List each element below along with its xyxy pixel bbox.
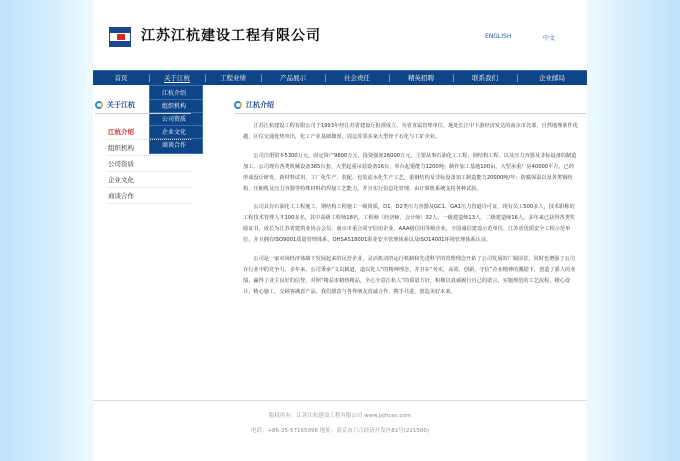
footer-divider — [93, 400, 587, 401]
sidebar-item-organization[interactable]: 组织机构 — [108, 140, 191, 156]
nav-about[interactable]: 关于江杭 — [149, 71, 205, 85]
nav-products[interactable]: 产品展示 — [261, 71, 325, 85]
nav-recruitment[interactable]: 精英招聘 — [389, 71, 453, 85]
content-paragraph: 江苏江杭建设工程有限公司于1993年经江苏省建设厅批准成立，为省直属管理单位。地处长江中下游经济发达的南京市北部，自然地理条件优越，区位交通优势突出，化工产业基础雄厚，周边苏邻多家大型骨干石化与工矿企业。 — [243, 123, 578, 140]
content-paragraph: 公司具有石油化工工程施工、钢结构工程施工一级资质，D1、D2类压力容器及GC1、GA1压力管道许可证，现有员工500多人，技术职称的工程技术管理人才100多名，其中高级工程师18名，工程师（经济师、会计师）32人，一级建造师13人，二级建造师16人。多年来已获得各类奖励证书，成长为江苏省建筑业协会会员、南京市重合同守信用企业、AAA级信用等级企业，全国诚信建设示范单位、江苏省优质安全工程示范单位，并且拥有ISO9001质量管理体系、OHSAS18001职业安全管理体系以及ISO14001环境管理体系认证。 — [243, 204, 575, 244]
footer — [93, 409, 587, 439]
nav-social-responsibility[interactable]: 社会责任 — [325, 71, 389, 85]
sidebar-divider — [95, 113, 191, 114]
nav-mail[interactable]: 企业邮局 — [517, 71, 587, 85]
content-divider — [234, 113, 586, 114]
content-paragraph: 公司注册资本5300万元，固定资产9800万元，投资强度26000万元。主要从事石油化工工程、钢结构工程、以及压力容器及非标设备的制造加工。公司现有各类机械设备365台套，大型起重吊装设备16台，单台起重能力1200吨；制作加工基地100亩，大型承重厂房40000平方，已经形成设计研发、新材料试用、工厂化生产、装配、包装流水化生产工艺，重钢结构及非标设备加工制造能力20000吨/年；防腐保温以及各类钢结构、压缩机及压力容器等特殊材料的焊接工艺能力，并且实行信息化管理，由计算机系统支持各种试验。 — [243, 152, 577, 192]
sidebar-item-intro[interactable]: 江杭介绍 — [108, 124, 191, 140]
content-paragraph: 公司是一家市场经济体制下发展起来的民营企业，灵活机动的运行机制和先进科学的管理理念开拓了公司发展的广阔前景，同时也增强了公司在行业中的竞争力。多年来，公司秉承“文以载道，道以化人”的精神理念，并且在“务实，高效，创新，守信”企业精神的激励下，创造了骄人的业绩，赢得了业主良好的信誉，对照“精益求精铸精品，全心全意江杭人”的质量方针，积极以真诚履行自己的诺言，实施规范的工艺流程，精心设计，精心施工，交顾客满意产品。我们愿意与各界朋友真诚合作，携手共进，创造美好未来。 — [243, 256, 576, 295]
dropdown-item-cooperation[interactable]: 商谈合作 — [162, 142, 187, 149]
main-nav — [93, 70, 587, 85]
footer-contact: 电话：+86-25-57155996 地址：南京市六合经济开发区81号(211500) — [250, 428, 430, 434]
sidebar-title-label: 关于江杭 — [107, 101, 135, 109]
circle-bullet-icon — [234, 101, 242, 109]
sidebar-title — [95, 98, 191, 112]
circle-bullet-icon — [95, 101, 103, 109]
content-title-label: 江杭介绍 — [246, 101, 274, 109]
sidebar-item-culture[interactable]: 企业文化 — [108, 172, 191, 188]
nav-home[interactable]: 首页 — [114, 74, 128, 82]
chinese-link[interactable]: 中文 — [543, 35, 556, 42]
content-body — [243, 121, 578, 306]
company-logo[interactable] — [109, 27, 131, 47]
dropdown-item-culture[interactable]: 企业文化 — [150, 126, 202, 139]
sidebar-item-cooperation[interactable]: 商谈合作 — [108, 188, 191, 204]
nav-contact[interactable]: 联系我们 — [453, 71, 517, 85]
dropdown-item-intro[interactable]: 江杭介绍 — [150, 87, 202, 100]
company-name: 江苏江杭建设工程有限公司 — [141, 28, 321, 44]
sidebar-list — [108, 124, 191, 204]
content-title — [234, 98, 586, 112]
dropdown-item-organization[interactable]: 组织机构 — [150, 100, 202, 113]
page-container — [93, 0, 587, 461]
nav-projects[interactable]: 工程业绩 — [205, 71, 261, 85]
footer-copyright: 版权所有：江苏江杭建设工程有限公司 www.jsjhcec.com — [268, 413, 412, 419]
sidebar-item-qualification[interactable]: 公司资质 — [108, 156, 191, 172]
english-link[interactable]: ENGLISH — [485, 33, 512, 40]
dropdown-item-qualification[interactable]: 公司资质 — [150, 113, 202, 126]
